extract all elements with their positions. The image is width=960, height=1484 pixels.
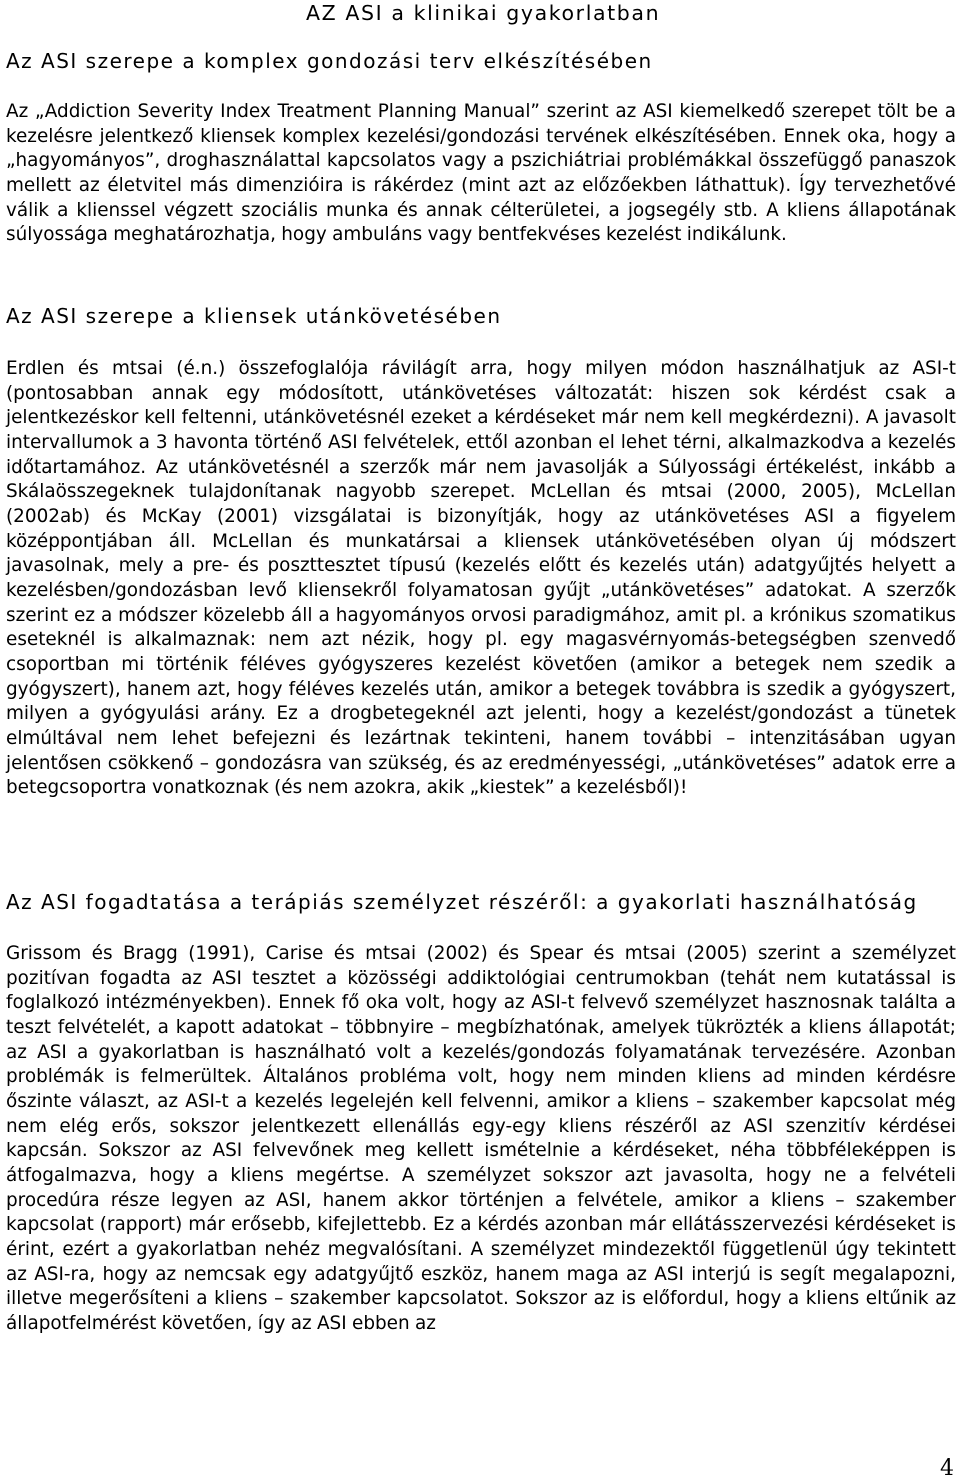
paragraph-treatment-planning: Az „Addiction Severity Index Treatment Planning Manual” szerint az ASI kiemelkedő szerepet tölt be a kezelésre jelentkező kliensek komplex kezelési/gondozási tervének elkészítésében. Ennek oka, hogy a „hagyományos”, droghasználattal kapcsolatos vagy a pszichiátriai problémákkal összefüggő panaszok mellett az életvitel más dimenzióira is rákérdez (mint azt az előzőekben láthattuk). Így tervezhetővé válik a klienssel végzett szociális munka és annak célterületei, a jogsegély stb. A kliens állapotának súlyossága meghatározhatja, hogy ambuláns vagy bentfekvéses kezelést indikálunk. [6,101,956,246]
section-heading-follow-up: Az ASI szerepe a kliensek utánkövetésében [6,304,502,328]
section-heading-staff-reception: Az ASI fogadtatása a terápiás személyzet részéről: a gyakorlati használhatóság [6,890,918,914]
paragraph-staff-reception: Grissom és Bragg (1991), Carise és mtsai (2002) és Spear és mtsai (2005) szerint a személyzet pozitívan fogadta az ASI tesztet a közösségi addiktológiai centrumokban (tehát nem kutatással is foglalkozó intézményekben). Ennek fő oka volt, hogy az ASI-t felvevő személyzet hasznosnak találta a teszt felvételét, a kapott adatokat – többnyire – megbízhatónak, amelyek tükrözték a kliens állapotát; az ASI a gyakorlatban is használható volt a kezelés/gondozás folyamatának tervezésére. Azonban problémák is felmerültek. Általános probléma volt, hogy nem minden kliens ad minden kérdésre őszinte választ, az ASI-t a kezelés legelején kell felvenni, amikor a kliens – szakember kapcsolat még nem elég erős, sokszor jelentkezett ellenállás egy-egy kliens részéről az ASI szenzitív kérdései kapcsán. Sokszor az ASI felvevőnek meg kellett ismételnie a kérdéseket, néha többféleképpen is átfogalmazva, hogy a kliens megértse. A személyzet sokszor azt javasolta, hogy ne a felvételi procedúra része legyen az ASI, hanem akkor történjen a felvétele, amikor a kliens – szakember kapcsolat (rapport) már erősebb, kifejlettebb. Ez a kérdés azonban már ellátásszervezési kérdéseket is érint, ezért a gyakorlatban nehéz megvalósítani. A személyzet mindezektől függetlenül úgy tekintett az ASI-ra, hogy az nemcsak egy adatgyűjtő eszköz, hanem maga az ASI interjú is segít megalapozni, illetve megerősíteni a kliens – szakember kapcsolatot. Sokszor az is előfordul, hogy a kliens eltűnik az állapotfelmérést követően, így az ASI ebben az [6,943,956,1334]
page-number: 4 [940,1456,954,1481]
running-header: AZ ASI a klinikai gyakorlatban [306,1,661,25]
paragraph-follow-up: Erdlen és mtsai (é.n.) összefoglalója rávilágít arra, hogy milyen módon használhatjuk az ASI-t (pontosabban annak egy módosított, utánkövetéses változatát: hiszen sok kérdést csak a jelentkezéskor kell feltenni, utánkövetésnél ezeket a kérdéseket már nem kell megkérdezni). A javasolt intervallumok a 3 havonta történő ASI felvételek, ettől azonban el lehet térni, alkalmazkodva a kezelés időtartamához. Az utánkövetésnél a szerzők már nem javasolják a Súlyossági értékelést, inkább a Skálaösszegeknek tulajdonítanak nagyobb szerepet. McLellan és mtsai (2000, 2005), McLellan (2002ab) és McKay (2001) vizsgálatai is bizonyítják, hogy az utánkövetéses ASI a figyelem középpontjában áll. McLellan és munkatársai a kliensek utánkövetésében olyan új módszert javasolnak, mely a pre- és poszttesztet típusú (kezelés előtt és kezelés után) adatgyűjtés helyett a kezelésben/gondozásban levő kliensekről folyamatosan gyűjt „utánkövetéses” adatokat. A szerzők szerint ez a módszer közelebb áll a hagyományos orvosi paradigmához, amit pl. a krónikus szomatikus eseteknél is alkalmaznak: nem azt nézik, hogy pl. egy magasvérnyomás-betegségben szenvedő csoportban mi történik féléves gyógyszeres kezelést követően (amikor a betegek nem szedik a gyógyszert), hanem azt, hogy féléves kezelés után, amikor a betegek továbbra is szedik a gyógyszert, milyen a gyógyulási arány. Ez a drogbetegeknél azt jelenti, hogy a kezelést/gondozást a tünetek elmúltával nem lehet befejezni és lezártnak tekinteni, hanem további – intenzitásában ugyan jelentősen csökkenő – gondozásra van szükség, és az eredményességi, „utánkövetéses” adatok erre a betegcsoportra vonatkoznak (és nem azokra, akik „kiestek” a kezelésből)! [6,358,956,799]
section-heading-treatment-planning: Az ASI szerepe a komplex gondozási terv elkészítésében [6,49,653,73]
